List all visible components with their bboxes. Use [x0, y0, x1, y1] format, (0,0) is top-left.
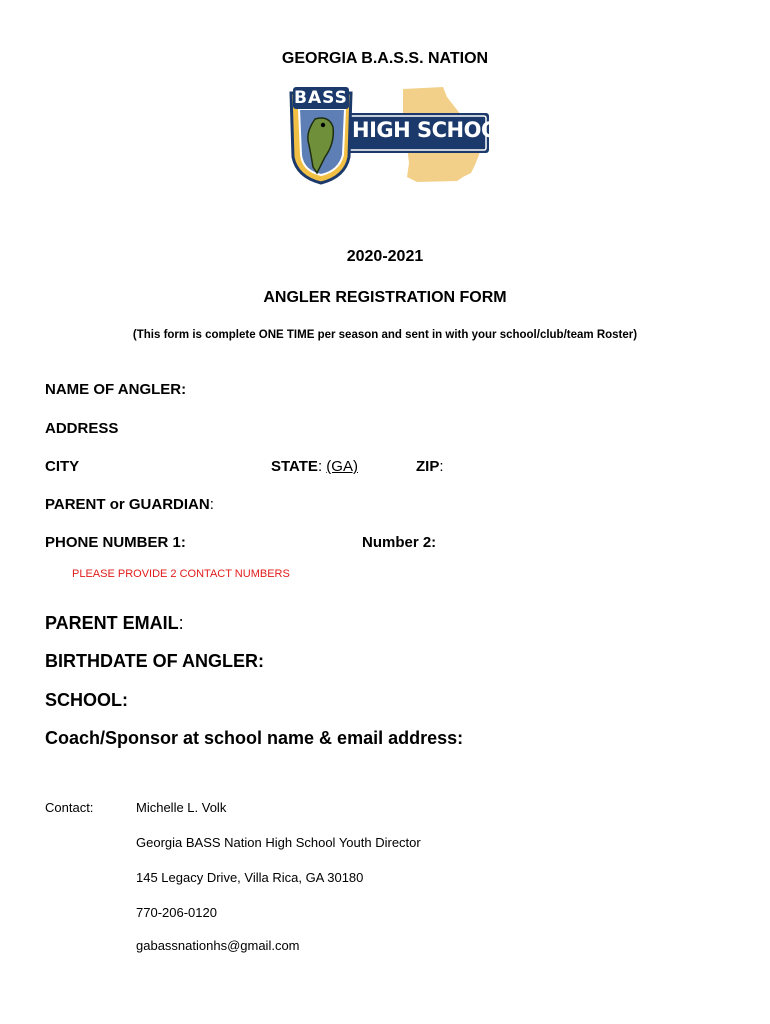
- angler-name-label: NAME OF ANGLER:: [45, 381, 187, 398]
- contact-name: Michelle L. Volk: [136, 800, 227, 815]
- state-field: [271, 458, 358, 475]
- state-label: STATE: [271, 458, 318, 475]
- zip-colon: :: [439, 458, 444, 475]
- contact-title: Georgia BASS Nation High School Youth Director: [136, 835, 421, 850]
- form-title: ANGLER REGISTRATION FORM: [263, 289, 507, 306]
- logo-bass-text: BASS: [294, 88, 348, 108]
- zip-label: ZIP: [416, 458, 440, 475]
- parent-colon: :: [209, 496, 214, 513]
- contact-address: 145 Legacy Drive, Villa Rica, GA 30180: [136, 870, 364, 885]
- school-label: SCHOOL:: [45, 690, 128, 710]
- season-year: 2020-2021: [346, 248, 424, 265]
- parent-email-field: [45, 613, 184, 634]
- parent-label: PARENT or GUARDIAN: [45, 496, 210, 513]
- state-colon: :: [317, 458, 323, 475]
- contact-email[interactable]: gabassnationhs@gmail.com: [136, 938, 300, 953]
- coach-label: Coach/Sponsor at school name & email address:: [45, 728, 464, 748]
- birthdate-label: BIRTHDATE OF ANGLER:: [45, 651, 264, 671]
- state-value: (GA): [326, 458, 358, 475]
- parent-email-colon: :: [178, 613, 184, 633]
- form-instructions: (This form is complete ONE TIME per season and sent in with your school/club/team Roster): [132, 329, 638, 341]
- city-label: CITY: [45, 458, 80, 475]
- org-title: GEORGIA B.A.S.S. NATION: [281, 50, 489, 67]
- contact-phone: 770-206-0120: [136, 905, 217, 920]
- parent-field: [45, 496, 214, 513]
- phone-notice: PLEASE PROVIDE 2 CONTACT NUMBERS: [72, 568, 290, 580]
- logo-high-school-text: HIGH SCHOOL: [352, 118, 512, 142]
- zip-field: [416, 458, 444, 475]
- phone1-label: PHONE NUMBER 1:: [45, 534, 186, 551]
- phone2-label: Number 2:: [362, 534, 437, 551]
- address-label: ADDRESS: [45, 420, 119, 437]
- contact-label: Contact:: [45, 800, 94, 815]
- parent-email-label: PARENT EMAIL: [45, 613, 179, 633]
